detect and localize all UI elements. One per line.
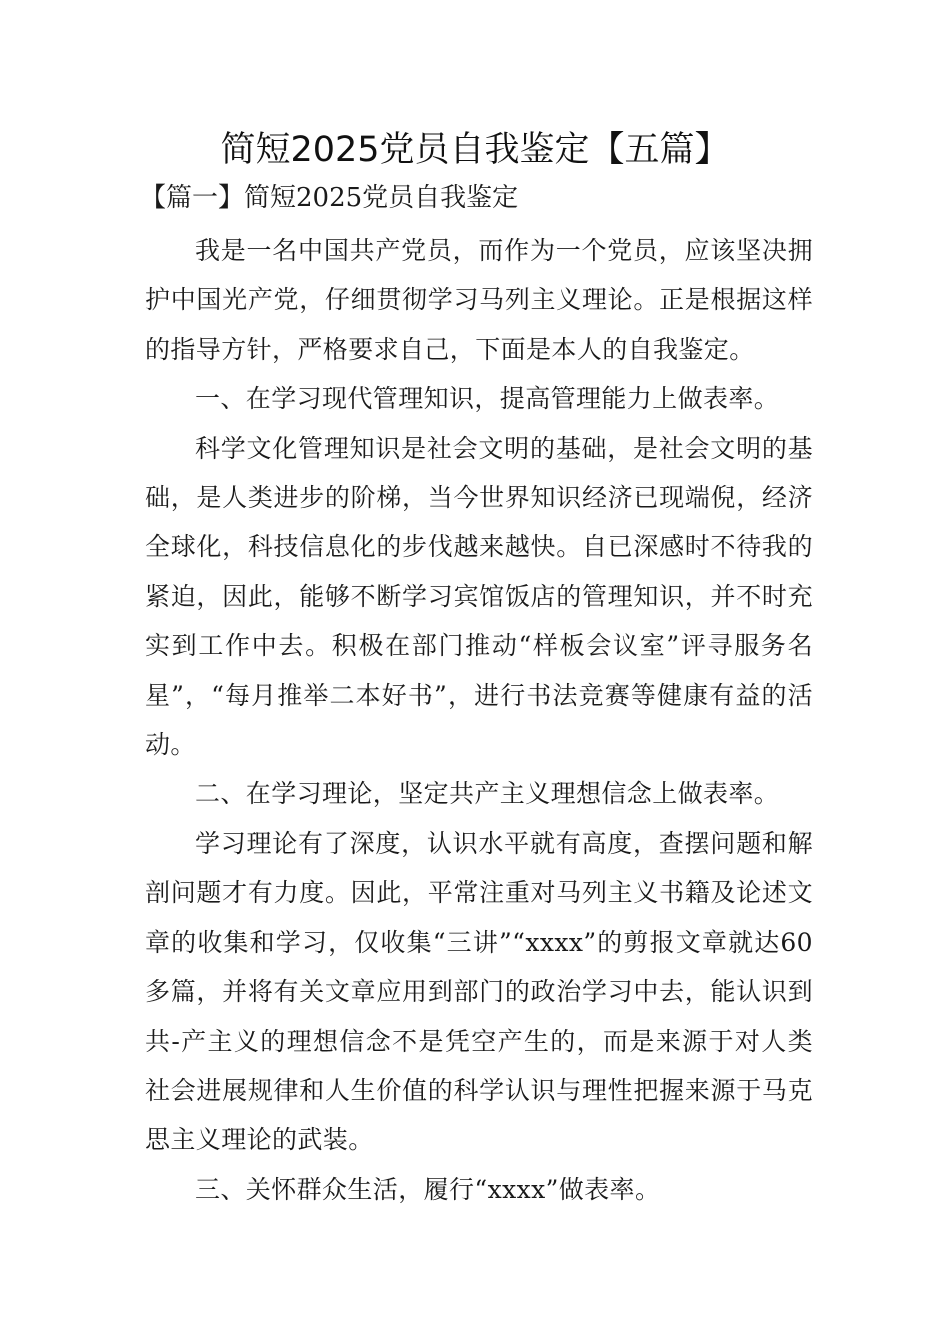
document-body [145, 226, 813, 1214]
paragraph: 科学文化管理知识是社会文明的基础，是社会文明的基础，是人类进步的阶梯，当今世界知识经济已现端倪，经济全球化，科技信息化的步伐越来越快。自已深感时不待我的紧迫，因此，能够不断学习宾馆饭店的管理知识，并不时充实到工作中去。积极在部门推动“样板会议室”评寻服务名星”，“每月推举二本好书”，进行书法竞赛等健康有益的活动。 [145, 433, 813, 760]
document-title: 简短2025党员自我鉴定【五篇】 [220, 130, 730, 170]
paragraph-heading: 二、在学习理论，坚定共产主义理想信念上做表率。 [195, 779, 780, 809]
paragraph: 学习理论有了深度，认识水平就有高度，查摆问题和解剖问题才有力度。因此，平常注重对马列主义书籍及论述文章的收集和学习，仅收集“三讲”“xxxx”的剪报文章就达60多篇，并将有关文章应用到部门的政治学习中去，能认识到共-产主义的理想信念不是凭空产生的，而是来源于对人类社会进展规律和人生价值的科学认识与理性把握来源于马克思主义理论的武装。 [145, 828, 813, 1155]
paragraph: 我是一名中国共产党员，而作为一个党员，应该坚决拥护中国光产党，仔细贯彻学习马列主义理论。正是根据这样的指导方针，严格要求自己，下面是本人的自我鉴定。 [145, 236, 813, 364]
paragraph-heading: 一、在学习现代管理知识，提高管理能力上做表率。 [195, 384, 780, 414]
section-title: 【篇一】简短2025党员自我鉴定 [140, 183, 519, 213]
paragraph-heading: 三、关怀群众生活，履行“xxxx”做表率。 [195, 1174, 661, 1204]
